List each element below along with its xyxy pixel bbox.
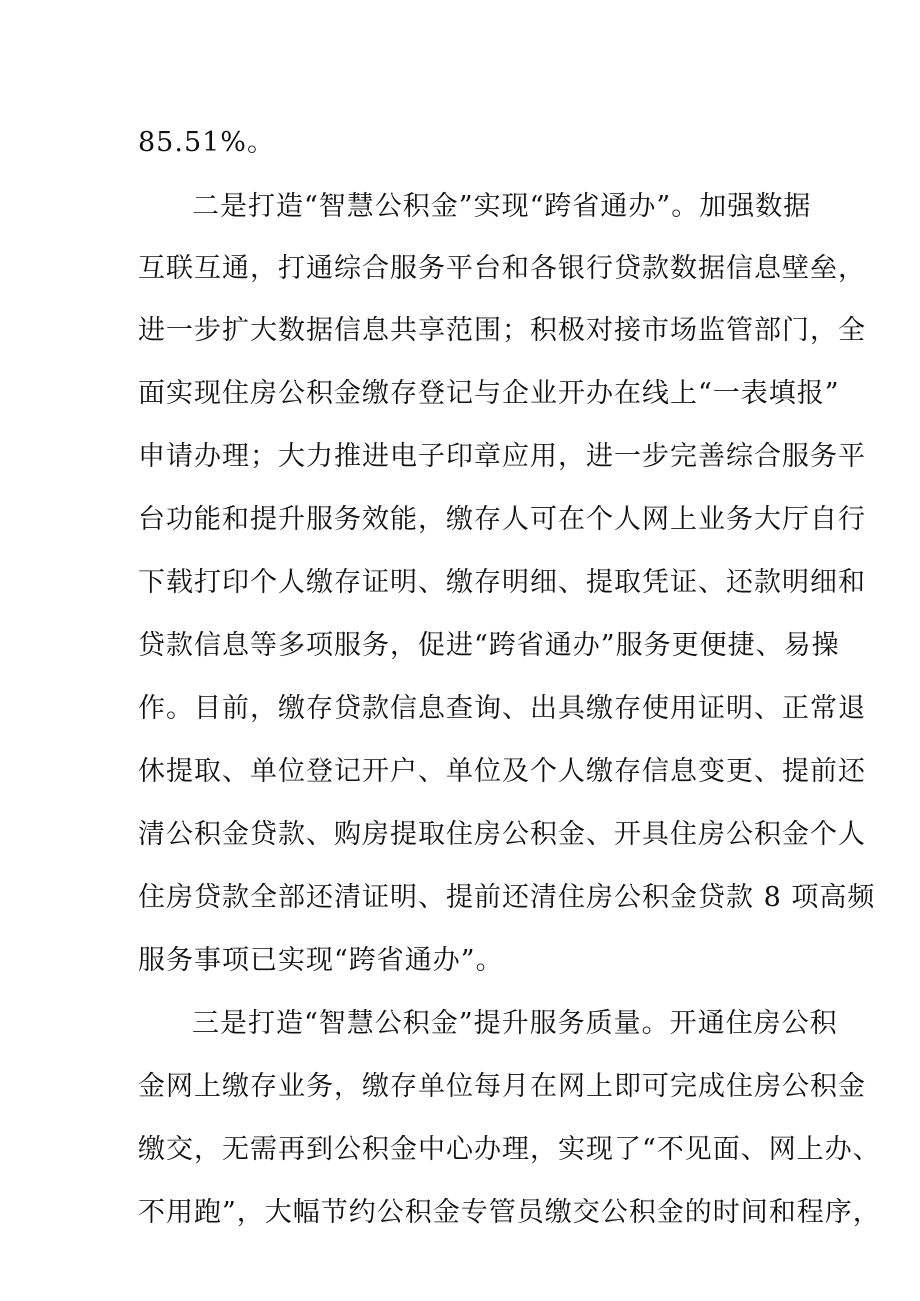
- text-line: 缴交，无需再到公积金中心办理，实现了“不见面、网上办、: [138, 1134, 881, 1165]
- text-line: 服务事项已实现“跨省通办”。: [138, 945, 504, 976]
- paragraph-first-line: 二是打造“智慧公积金”实现“跨省通办”。加强数据: [192, 191, 812, 222]
- text-line: 金网上缴存业务，缴存单位每月在网上即可完成住房公积金: [138, 1071, 866, 1102]
- text-line: 进一步扩大数据信息共享范围；积极对接市场监管部门，全: [138, 315, 866, 346]
- text-line: 台功能和提升服务效能，缴存人可在个人网上业务大厅自行: [138, 504, 866, 535]
- text-line: 面实现住房公积金缴存登记与企业开办在线上“一表填报”: [138, 378, 840, 409]
- text-line: 申请办理；大力推进电子印章应用，进一步完善综合服务平: [138, 441, 866, 472]
- text-line: 休提取、单位登记开户、单位及个人缴存信息变更、提前还: [138, 756, 866, 787]
- paragraph-first-line: 三是打造“智慧公积金”提升服务质量。开通住房公积: [192, 1008, 838, 1039]
- text-line: 贷款信息等多项服务，促进“跨省通办”服务更便捷、易操: [138, 630, 840, 661]
- text-line: 互联互通，打通综合服务平台和各银行贷款数据信息壁垒，: [138, 253, 866, 284]
- text-line: 不用跑”，大幅节约公积金专管员缴交公积金的时间和程序，: [138, 1197, 881, 1228]
- text-line: 85.51%。: [138, 127, 275, 158]
- text-line: 作。目前，缴存贷款信息查询、出具缴存使用证明、正常退: [138, 693, 866, 724]
- text-line: 住房贷款全部还清证明、提前还清住房公积金贷款 8 项高频: [138, 882, 876, 913]
- text-line: 下载打印个人缴存证明、缴存明细、提取凭证、还款明细和: [138, 567, 866, 598]
- text-line: 清公积金贷款、购房提取住房公积金、开具住房公积金个人: [138, 819, 866, 850]
